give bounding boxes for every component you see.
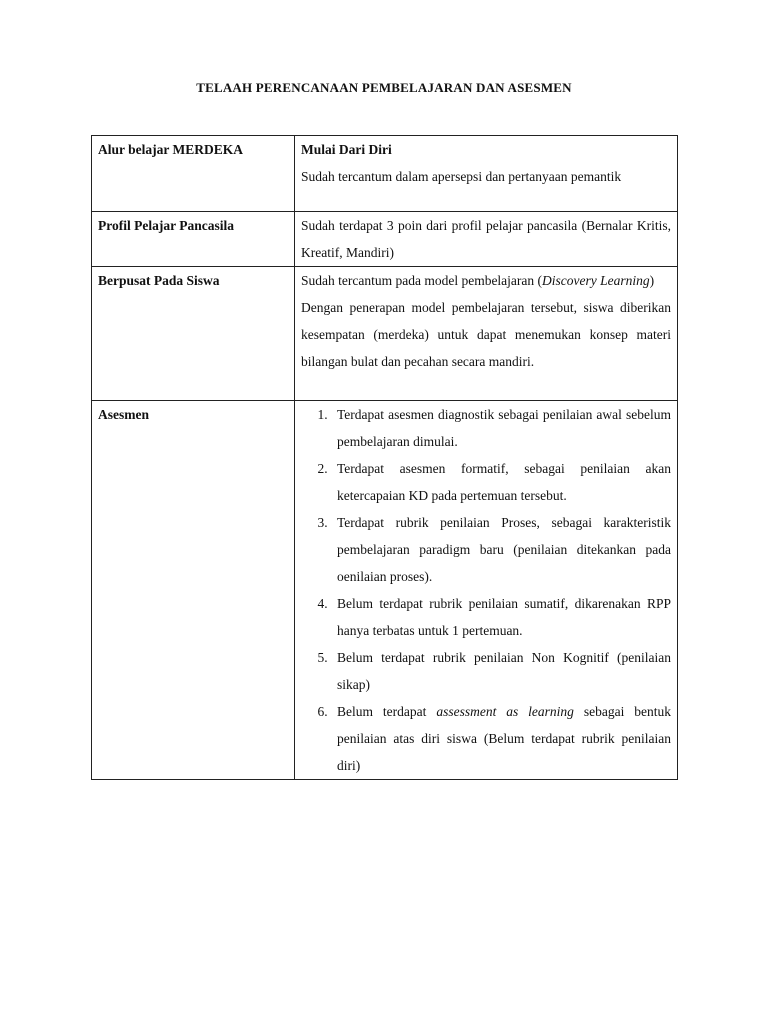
table-row [92,267,678,401]
list-item: 4. Belum terdapat rubrik penilaian sumatif, dikarenakan RPP hanya terbatas untuk 1 pertemuan. [331,590,671,644]
review-table [91,135,678,780]
assessment-list [301,401,671,779]
item-text-after: sebagai bentuk penilaian atas diri siswa (Belum terdapat rubrik penilaian diri) [337,704,671,773]
row-content [295,212,678,267]
list-item: 3. Terdapat rubrik penilaian Proses, sebagai karakteristik pembelajaran paradigm baru (penilaian ditekankan pada oenilaian proses). [331,509,671,590]
row-text: Sudah terdapat 3 poin dari profil pelajar pancasila (Bernalar Kritis, Kreatif, Mandiri) [301,218,671,260]
row-text: Sudah tercantum dalam apersepsi dan pertanyaan pemantik [301,169,622,184]
list-item: 1. Terdapat asesmen diagnostik sebagai penilaian awal sebelum pembelajaran dimulai. [331,401,671,455]
item-text-before: Belum terdapat [337,704,437,719]
row-label: Asesmen [92,401,295,780]
row-label: Berpusat Pada Siswa [92,267,295,401]
row-content [295,136,678,212]
document-title: TELAAH PERENCANAAN PEMBELAJARAN DAN ASESMEN [196,80,572,95]
row-content [295,267,678,401]
row-label: Profil Pelajar Pancasila [92,212,295,267]
list-item: 5. Belum terdapat rubrik penilaian Non Kognitif (penilaian sikap) [331,644,671,698]
row-text-italic: Discovery Learning [542,273,650,288]
table-row [92,401,678,780]
row-label: Alur belajar MERDEKA [92,136,295,212]
list-item: 2. Terdapat asesmen formatif, sebagai penilaian akan ketercapaian KD pada pertemuan tersebut. [331,455,671,509]
row-text-after: ) [649,273,655,288]
item-text-italic: assessment as learning [436,704,574,719]
row-text [301,267,671,294]
list-item [331,698,671,779]
row-content [295,401,678,780]
row-text-before: Sudah tercantum pada model pembelajaran ( [301,273,543,288]
row-text-2: Dengan penerapan model pembelajaran tersebut, siswa diberikan kesempatan (merdeka) untuk dapat menemukan konsep materi bilangan bulat dan pecahan secara mandiri. [301,300,671,369]
row-heading: Mulai Dari Diri [301,142,392,157]
table-row [92,136,678,212]
table-row [92,212,678,267]
